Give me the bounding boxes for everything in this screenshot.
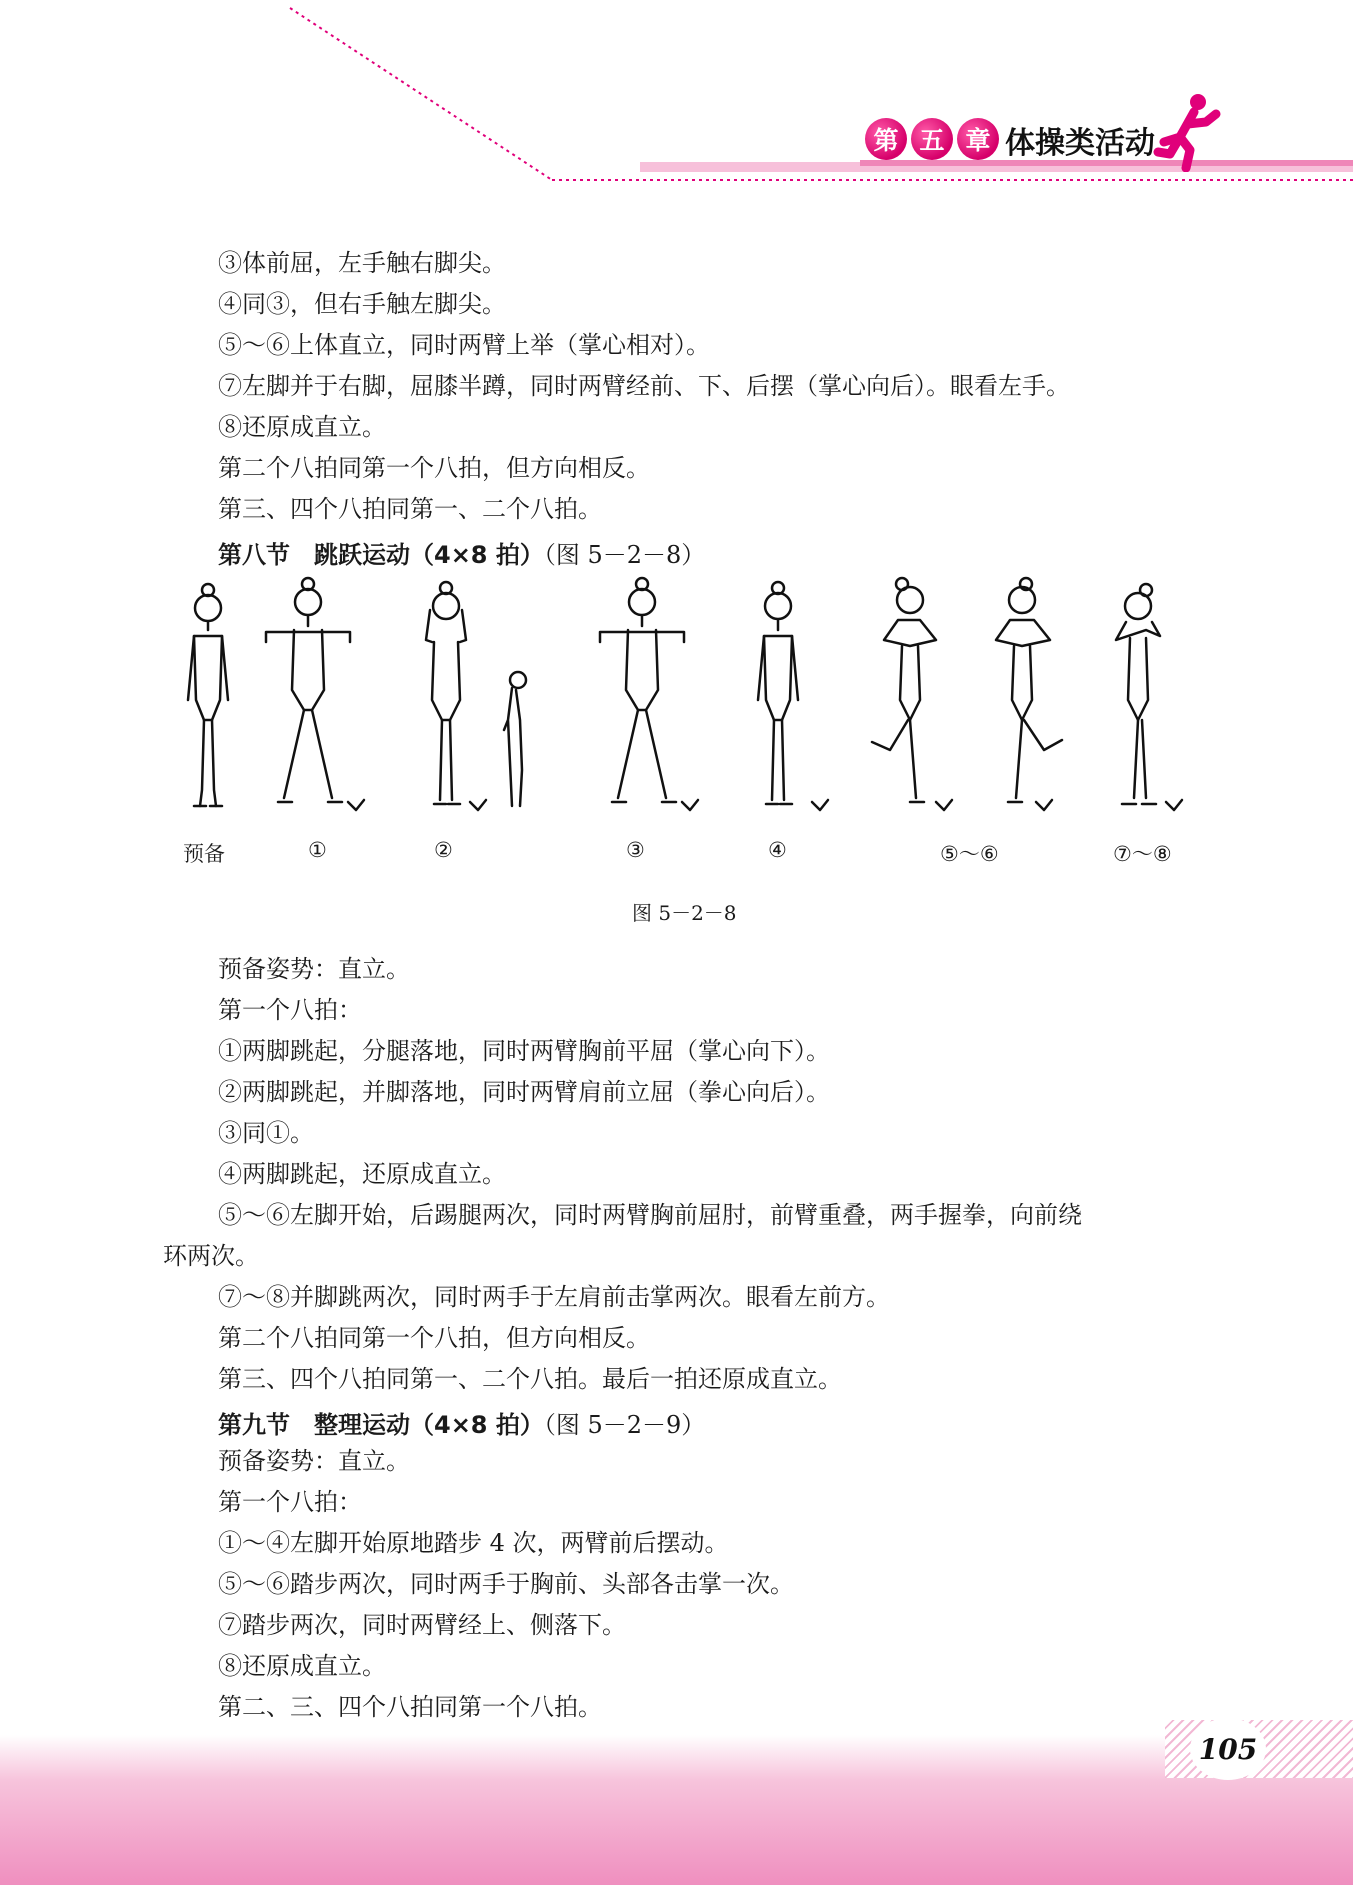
chapter-badge: 章 [957, 118, 999, 160]
figure-label: ⑤～⑥ [940, 842, 999, 866]
paragraph: 第一个八拍： [218, 996, 362, 1024]
paragraph: ⑦～⑧并脚跳两次，同时两手于左肩前击掌两次。眼看左前方。 [218, 1283, 890, 1311]
figure-label: 预备 [183, 842, 225, 866]
paragraph: 环两次。 [163, 1242, 259, 1270]
figure-label: ① [308, 838, 327, 862]
paragraph: ⑤～⑥左脚开始，后踢腿两次，同时两臂胸前屈肘，前臂重叠，两手握拳，向前绕 [218, 1201, 1082, 1229]
figure-label: ② [434, 838, 453, 862]
paragraph: 第三、四个八拍同第一、二个八拍。 [218, 495, 602, 523]
figure-label: ③ [626, 838, 645, 862]
paragraph: ④两脚跳起，还原成直立。 [218, 1160, 506, 1188]
section-title: 第九节 整理运动（4×8 拍） [218, 1411, 544, 1439]
figure-step-2 [426, 582, 526, 810]
figure-reference: （图 5－2－8） [543, 541, 706, 569]
paragraph: ⑧还原成直立。 [218, 1652, 386, 1680]
figure-step-1 [266, 578, 364, 810]
figure-step-7-8 [1116, 584, 1182, 810]
section-title: 第八节 跳跃运动（4×8 拍） [218, 541, 544, 569]
figure-label: ④ [768, 838, 787, 862]
paragraph: ⑦左脚并于右脚，屈膝半蹲，同时两臂经前、下、后摆（掌心向后）。眼看左手。 [218, 372, 1070, 400]
paragraph: 预备姿势：直立。 [218, 955, 410, 983]
paragraph: ②两脚跳起，并脚落地，同时两臂肩前立屈（拳心向后）。 [218, 1078, 830, 1106]
paragraph: 第二个八拍同第一个八拍，但方向相反。 [218, 1324, 650, 1352]
figure-step-4 [758, 582, 828, 810]
section-heading [218, 1405, 705, 1440]
figure-step-3 [600, 578, 698, 810]
footer-band [0, 1735, 1353, 1885]
figure-reference: （图 5－2－9） [543, 1411, 706, 1439]
figure-label: ⑦～⑧ [1113, 842, 1172, 866]
paragraph: 第二、三、四个八拍同第一个八拍。 [218, 1693, 602, 1721]
section-heading [218, 535, 705, 570]
paragraph: ⑧还原成直立。 [218, 413, 386, 441]
paragraph: 预备姿势：直立。 [218, 1447, 410, 1475]
figure-step-5-6 [872, 578, 1062, 810]
figure-stand-ready [188, 584, 228, 806]
paragraph: ⑦踏步两次，同时两臂经上、侧落下。 [218, 1611, 626, 1639]
exercise-figure [160, 570, 1210, 880]
chapter-badges [865, 118, 999, 160]
paragraph: ⑤～⑥上体直立，同时两臂上举（掌心相对）。 [218, 331, 710, 359]
paragraph: ③同①。 [218, 1119, 314, 1147]
paragraph: 第一个八拍： [218, 1488, 362, 1516]
paragraph: ①～④左脚开始原地踏步 4 次，两臂前后摆动。 [218, 1529, 729, 1557]
chapter-badge: 第 [865, 118, 907, 160]
figure-caption: 图 5－2－8 [632, 901, 737, 925]
chapter-title: 体操类活动 [1005, 126, 1155, 161]
runner-icon [1150, 92, 1230, 172]
paragraph: ③体前屈，左手触右脚尖。 [218, 249, 506, 277]
paragraph: 第二个八拍同第一个八拍，但方向相反。 [218, 454, 650, 482]
paragraph: ①两脚跳起，分腿落地，同时两臂胸前平屈（掌心向下）。 [218, 1037, 830, 1065]
paragraph: ④同③，但右手触左脚尖。 [218, 290, 506, 318]
chapter-badge: 五 [911, 118, 953, 160]
paragraph: 第三、四个八拍同第一、二个八拍。最后一拍还原成直立。 [218, 1365, 842, 1393]
paragraph: ⑤～⑥踏步两次，同时两手于胸前、头部各击掌一次。 [218, 1570, 794, 1598]
page-number: 105 [1190, 1718, 1266, 1780]
